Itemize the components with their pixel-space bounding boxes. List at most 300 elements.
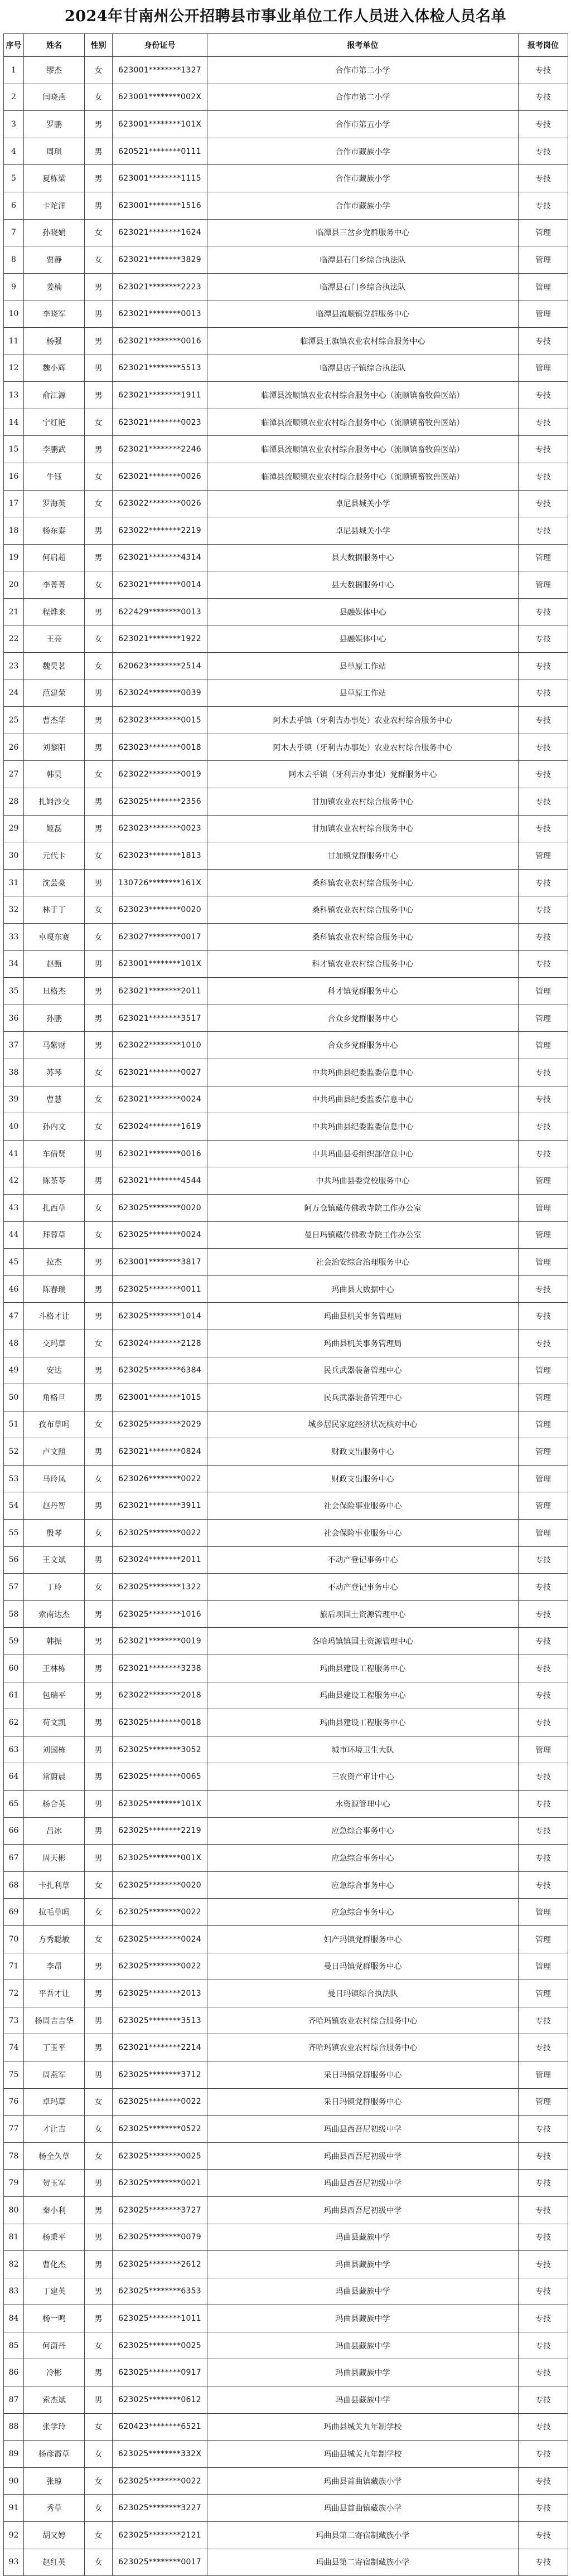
cell-unit: 旅后坝国土资源管理中心 [207,1600,519,1628]
cell-sex: 男 [85,1140,113,1167]
table-row [4,924,568,951]
cell-id: 623025********6353 [113,2278,207,2305]
table-row [4,2332,568,2359]
cell-name: 牛钰 [24,463,85,490]
cell-sex: 女 [85,571,113,599]
table-row [4,734,568,761]
cell-id: 623021********0023 [113,409,207,436]
table-row [4,1845,568,1872]
cell-id: 623024********1619 [113,1113,207,1141]
cell-post: 专技 [519,1709,568,1736]
header-row [4,34,568,57]
cell-unit: 玛曲县机关事务管理局 [207,1330,519,1357]
table-row [4,436,568,463]
cell-id: 623025********0022 [113,2088,207,2116]
cell-id: 623001********1015 [113,1384,207,1411]
cell-no: 8 [4,246,24,274]
table-row [4,2467,568,2495]
table-row [4,2007,568,2034]
table-row [4,598,568,625]
cell-no: 56 [4,1546,24,1574]
cell-unit: 齐哈玛镇农业农村综合服务中心 [207,2007,519,2034]
cell-post: 专技 [519,1817,568,1845]
cell-no: 16 [4,463,24,490]
cell-unit: 玛曲县藏族中学 [207,2332,519,2359]
cell-id: 623023********0018 [113,734,207,761]
cell-unit: 临潭县流顺镇农业农村综合服务中心（流顺镇畜牧兽医站） [207,436,519,463]
cell-unit: 临潭县石门乡综合执法队 [207,273,519,300]
cell-name: 宁红艳 [24,409,85,436]
cell-unit: 曼日玛镇藏传佛教寺院工作办公室 [207,1221,519,1249]
cell-unit: 玛曲县藏族中学 [207,2359,519,2386]
cell-no: 87 [4,2386,24,2414]
cell-unit: 社会保险事业服务中心 [207,1492,519,1520]
cell-id: 620623********2514 [113,653,207,680]
table-row [4,1709,568,1736]
cell-no: 25 [4,707,24,734]
table-row [4,1303,568,1330]
cell-name: 张学玲 [24,2413,85,2441]
cell-post: 专技 [519,869,568,896]
table-row [4,788,568,816]
cell-id: 623024********0039 [113,680,207,707]
cell-unit: 玛曲县第二寄宿制藏族小学 [207,2549,519,2576]
cell-unit: 合众乡党群服务中心 [207,1032,519,1059]
table-row [4,2196,568,2224]
table-row [4,2441,568,2468]
cell-unit: 玛曲县机关事务管理局 [207,1303,519,1330]
cell-no: 89 [4,2441,24,2468]
cell-sex: 男 [85,2007,113,2034]
cell-id: 620423********6521 [113,2413,207,2441]
cell-id: 623021********1911 [113,382,207,409]
cell-name: 韩昊 [24,761,85,788]
cell-sex: 女 [85,1871,113,1899]
cell-no: 49 [4,1357,24,1384]
table-row [4,1005,568,1032]
cell-sex: 女 [85,1574,113,1601]
table-row [4,1763,568,1791]
cell-name: 张琼 [24,2467,85,2495]
cell-no: 1 [4,57,24,84]
table-row [4,192,568,219]
cell-sex: 女 [85,2441,113,2468]
cell-no: 33 [4,924,24,951]
cell-post: 专技 [519,2495,568,2522]
table-row [4,1655,568,1682]
table-row [4,1600,568,1628]
cell-name: 李晓军 [24,300,85,328]
cell-no: 34 [4,950,24,978]
table-row [4,2088,568,2116]
cell-sex: 男 [85,707,113,734]
cell-sex: 男 [85,680,113,707]
roster-table [3,33,568,2576]
cell-id: 623001********101X [113,950,207,978]
cell-id: 622429********0013 [113,598,207,625]
table-row [4,1520,568,1547]
cell-post: 管理 [519,571,568,599]
cell-id: 623023********0023 [113,815,207,842]
cell-name: 交玛草 [24,1330,85,1357]
cell-post: 管理 [519,246,568,274]
cell-name: 拉杰 [24,1249,85,1276]
cell-name: 周天彬 [24,1845,85,1872]
cell-unit: 三农资产审计中心 [207,1763,519,1791]
cell-post: 管理 [519,219,568,246]
col-header-unit: 报考单位 [207,34,519,57]
cell-name: 王文斌 [24,1546,85,1574]
cell-unit: 合众乡党群服务中心 [207,1005,519,1032]
cell-name: 孜布草吗 [24,1411,85,1438]
table-row [4,273,568,300]
cell-name: 杨秉平 [24,2224,85,2251]
cell-no: 71 [4,1953,24,1980]
cell-sex: 男 [85,1709,113,1736]
cell-id: 623021********0027 [113,1059,207,1086]
cell-no: 46 [4,1275,24,1303]
cell-post: 管理 [519,1925,568,1953]
cell-sex: 女 [85,2467,113,2495]
cell-name: 苏琴 [24,1059,85,1086]
cell-unit: 合作市藏族小学 [207,138,519,165]
cell-unit: 曼日玛镇党群服务中心 [207,1953,519,1980]
cell-unit: 不动产登记事务中心 [207,1546,519,1574]
cell-sex: 男 [85,1953,113,1980]
cell-name: 沈芸豪 [24,869,85,896]
cell-name: 旦格杰 [24,978,85,1005]
cell-id: 623023********1813 [113,842,207,870]
table-row [4,490,568,517]
cell-unit: 甘加镇农业农村综合服务中心 [207,788,519,816]
cell-name: 卢文照 [24,1438,85,1466]
cell-no: 52 [4,1438,24,1466]
cell-post: 专技 [519,2170,568,2197]
cell-name: 杨一鸣 [24,2305,85,2332]
table-row [4,246,568,274]
cell-name: 陈茶苓 [24,1167,85,1195]
cell-name: 安达 [24,1357,85,1384]
cell-id: 623023********0015 [113,707,207,734]
cell-name: 吕冰 [24,1817,85,1845]
cell-sex: 男 [85,165,113,192]
cell-no: 18 [4,517,24,545]
table-row [4,2142,568,2170]
cell-unit: 玛曲县建设工程服务中心 [207,1709,519,1736]
cell-unit: 临潭县流顺镇党群服务中心 [207,300,519,328]
cell-unit: 县融媒体中心 [207,625,519,653]
cell-unit: 应急综合事务中心 [207,1845,519,1872]
cell-name: 孙晓娟 [24,219,85,246]
cell-sex: 男 [85,1032,113,1059]
cell-name: 罗海英 [24,490,85,517]
col-header-no: 序号 [4,34,24,57]
cell-post: 专技 [519,598,568,625]
cell-name: 刘国栋 [24,1736,85,1763]
cell-sex: 男 [85,788,113,816]
cell-name: 曹杰华 [24,707,85,734]
cell-name: 缪杰 [24,57,85,84]
cell-id: 623022********0026 [113,490,207,517]
cell-id: 623025********0021 [113,2170,207,2197]
cell-post: 专技 [519,924,568,951]
table-row [4,1871,568,1899]
cell-id: 623021********0019 [113,1628,207,1655]
cell-id: 623025********0018 [113,1709,207,1736]
cell-name: 杨合英 [24,1791,85,1818]
cell-no: 76 [4,2088,24,2116]
page-title: 2024年甘南州公开招聘县市事业单位工作人员进入体检人员名单 [64,8,507,25]
cell-sex: 男 [85,1736,113,1763]
cell-post: 专技 [519,1682,568,1709]
cell-post: 专技 [519,1600,568,1628]
cell-unit: 玛曲县首曲镇藏族小学 [207,2495,519,2522]
table-row [4,1059,568,1086]
cell-unit: 民兵武器装备管理中心 [207,1384,519,1411]
cell-id: 623021********1624 [113,219,207,246]
cell-post: 管理 [519,544,568,571]
cell-name: 卡陀洋 [24,192,85,219]
cell-post: 管理 [519,842,568,870]
cell-name: 闫晓燕 [24,84,85,111]
cell-sex: 男 [85,1167,113,1195]
cell-name: 丁玉平 [24,2034,85,2061]
cell-id: 623021********1922 [113,625,207,653]
table-row [4,327,568,355]
cell-sex: 男 [85,192,113,219]
cell-unit: 中共玛曲县纪委监委信息中心 [207,1059,519,1086]
cell-id: 623023********0020 [113,896,207,924]
cell-no: 85 [4,2332,24,2359]
cell-unit: 临潭县流顺镇农业农村综合服务中心（流顺镇畜牧兽医站） [207,382,519,409]
cell-name: 车倩贤 [24,1140,85,1167]
cell-sex: 男 [85,1384,113,1411]
cell-post: 专技 [519,2522,568,2549]
cell-no: 54 [4,1492,24,1520]
cell-id: 623025********0612 [113,2386,207,2414]
cell-id: 623001********1327 [113,57,207,84]
cell-no: 58 [4,1600,24,1628]
cell-post: 管理 [519,978,568,1005]
cell-unit: 阿木去乎镇（牙利吉办事处）党群服务中心 [207,761,519,788]
cell-unit: 采日玛镇党群服务中心 [207,2061,519,2088]
cell-name: 胡又婷 [24,2522,85,2549]
cell-name: 曹慧 [24,1086,85,1113]
cell-sex: 男 [85,1628,113,1655]
table-row [4,1249,568,1276]
table-row [4,1628,568,1655]
cell-sex: 女 [85,2522,113,2549]
cell-name: 陈春瑞 [24,1275,85,1303]
cell-sex: 男 [85,300,113,328]
cell-id: 623025********0024 [113,1925,207,1953]
cell-unit: 应急综合事务中心 [207,1817,519,1845]
cell-no: 42 [4,1167,24,1195]
cell-sex: 男 [85,1763,113,1791]
cell-name: 苟文凯 [24,1709,85,1736]
cell-unit: 各哈玛镇镇国土资源管理中心 [207,1628,519,1655]
cell-unit: 玛曲县建设工程服务中心 [207,1682,519,1709]
cell-sex: 男 [85,2061,113,2088]
cell-post: 专技 [519,463,568,490]
cell-unit: 玛曲县大数据中心 [207,1275,519,1303]
cell-sex: 女 [85,490,113,517]
col-header-id: 身份证号 [113,34,207,57]
table-row [4,1086,568,1113]
table-row [4,1384,568,1411]
cell-unit: 合作市藏族小学 [207,192,519,219]
cell-sex: 男 [85,2224,113,2251]
cell-unit: 临潭县店子镇综合执法队 [207,355,519,382]
cell-post: 专技 [519,2549,568,2576]
cell-id: 623021********4544 [113,1167,207,1195]
cell-unit: 应急综合事务中心 [207,1899,519,1926]
cell-name: 拉毛草吗 [24,1899,85,1926]
cell-post: 专技 [519,138,568,165]
cell-id: 623001********101X [113,111,207,138]
cell-id: 623021********0824 [113,1438,207,1466]
cell-no: 29 [4,815,24,842]
table-row [4,1113,568,1141]
cell-post: 专技 [519,707,568,734]
cell-name: 拜蓉草 [24,1221,85,1249]
cell-no: 79 [4,2170,24,2197]
cell-id: 623021********3238 [113,1655,207,1682]
cell-unit: 阿木去乎镇（牙利吉办事处）农业农村综合服务中心 [207,734,519,761]
cell-post: 专技 [519,1628,568,1655]
cell-sex: 男 [85,138,113,165]
cell-post: 专技 [519,761,568,788]
cell-post: 专技 [519,165,568,192]
cell-no: 62 [4,1709,24,1736]
cell-name: 魏昊茗 [24,653,85,680]
cell-unit: 玛曲县藏族中学 [207,2251,519,2278]
cell-post: 管理 [519,1384,568,1411]
cell-name: 林于丁 [24,896,85,924]
cell-unit: 玛曲县城关九年制学校 [207,2413,519,2441]
cell-name: 常蔚晨 [24,1763,85,1791]
cell-name: 何潇丹 [24,2332,85,2359]
cell-name: 卓玛草 [24,2088,85,2116]
cell-name: 扎姆沙交 [24,788,85,816]
cell-id: 623025********101X [113,1791,207,1818]
table-row [4,1140,568,1167]
cell-post: 专技 [519,436,568,463]
cell-sex: 女 [85,2413,113,2441]
cell-unit: 不动产登记事务中心 [207,1574,519,1601]
table-row [4,707,568,734]
cell-no: 15 [4,436,24,463]
cell-no: 4 [4,138,24,165]
cell-unit: 城乡居民家庭经济状况核对中心 [207,1411,519,1438]
col-header-name: 姓名 [24,34,85,57]
cell-sex: 女 [85,1925,113,1953]
cell-unit: 社会治安综合治理服务中心 [207,1249,519,1276]
cell-name: 卓嘎东赛 [24,924,85,951]
cell-sex: 男 [85,2170,113,2197]
cell-id: 623025********0022 [113,2467,207,2495]
cell-unit: 县大数据服务中心 [207,544,519,571]
cell-id: 623025********6384 [113,1357,207,1384]
cell-id: 623025********2612 [113,2251,207,2278]
cell-no: 92 [4,2522,24,2549]
cell-sex: 女 [85,761,113,788]
cell-id: 623025********0025 [113,2142,207,2170]
cell-post: 管理 [519,1411,568,1438]
cell-no: 83 [4,2278,24,2305]
cell-post: 管理 [519,1005,568,1032]
table-row [4,1899,568,1926]
table-row [4,1492,568,1520]
cell-unit: 财政支出服务中心 [207,1465,519,1492]
table-row [4,1167,568,1195]
cell-sex: 男 [85,355,113,382]
cell-name: 马紫财 [24,1032,85,1059]
cell-post: 专技 [519,2413,568,2441]
cell-id: 623025********1322 [113,1574,207,1601]
cell-post: 专技 [519,1086,568,1113]
cell-id: 623025********1016 [113,1600,207,1628]
table-row [4,2386,568,2414]
cell-name: 刘黎阳 [24,734,85,761]
cell-sex: 男 [85,273,113,300]
cell-id: 623025********0020 [113,1871,207,1899]
cell-name: 魏小辉 [24,355,85,382]
cell-unit: 县草原工作站 [207,680,519,707]
cell-post: 专技 [519,84,568,111]
cell-sex: 女 [85,2088,113,2116]
cell-post: 专技 [519,2441,568,2468]
cell-post: 专技 [519,2142,568,2170]
table-row [4,1736,568,1763]
cell-name: 冷彬 [24,2359,85,2386]
cell-name: 夏栋梁 [24,165,85,192]
cell-sex: 男 [85,1682,113,1709]
cell-no: 73 [4,2007,24,2034]
cell-sex: 男 [85,1438,113,1466]
table-row [4,138,568,165]
cell-no: 67 [4,1845,24,1872]
cell-sex: 男 [85,2196,113,2224]
cell-name: 李鹏武 [24,436,85,463]
cell-unit: 社会保险事业服务中心 [207,1520,519,1547]
table-row [4,2495,568,2522]
cell-no: 78 [4,2142,24,2170]
cell-id: 623025********0024 [113,1221,207,1249]
cell-post: 管理 [519,1167,568,1195]
table-row [4,2224,568,2251]
cell-sex: 女 [85,1194,113,1221]
cell-id: 623021********0013 [113,300,207,328]
cell-no: 13 [4,382,24,409]
table-row [4,2251,568,2278]
cell-unit: 玛曲县藏族中学 [207,2278,519,2305]
cell-no: 40 [4,1113,24,1141]
cell-post: 管理 [519,1221,568,1249]
cell-sex: 女 [85,1113,113,1141]
cell-no: 21 [4,598,24,625]
cell-name: 平吾才让 [24,1980,85,2007]
cell-unit: 卓尼县城关小学 [207,490,519,517]
cell-unit: 玛曲县城关九年制学校 [207,2441,519,2468]
cell-no: 84 [4,2305,24,2332]
cell-no: 72 [4,1980,24,2007]
cell-no: 80 [4,2196,24,2224]
cell-post: 管理 [519,2088,568,2116]
cell-no: 22 [4,625,24,653]
cell-no: 48 [4,1330,24,1357]
cell-name: 杨彦霞草 [24,2441,85,2468]
